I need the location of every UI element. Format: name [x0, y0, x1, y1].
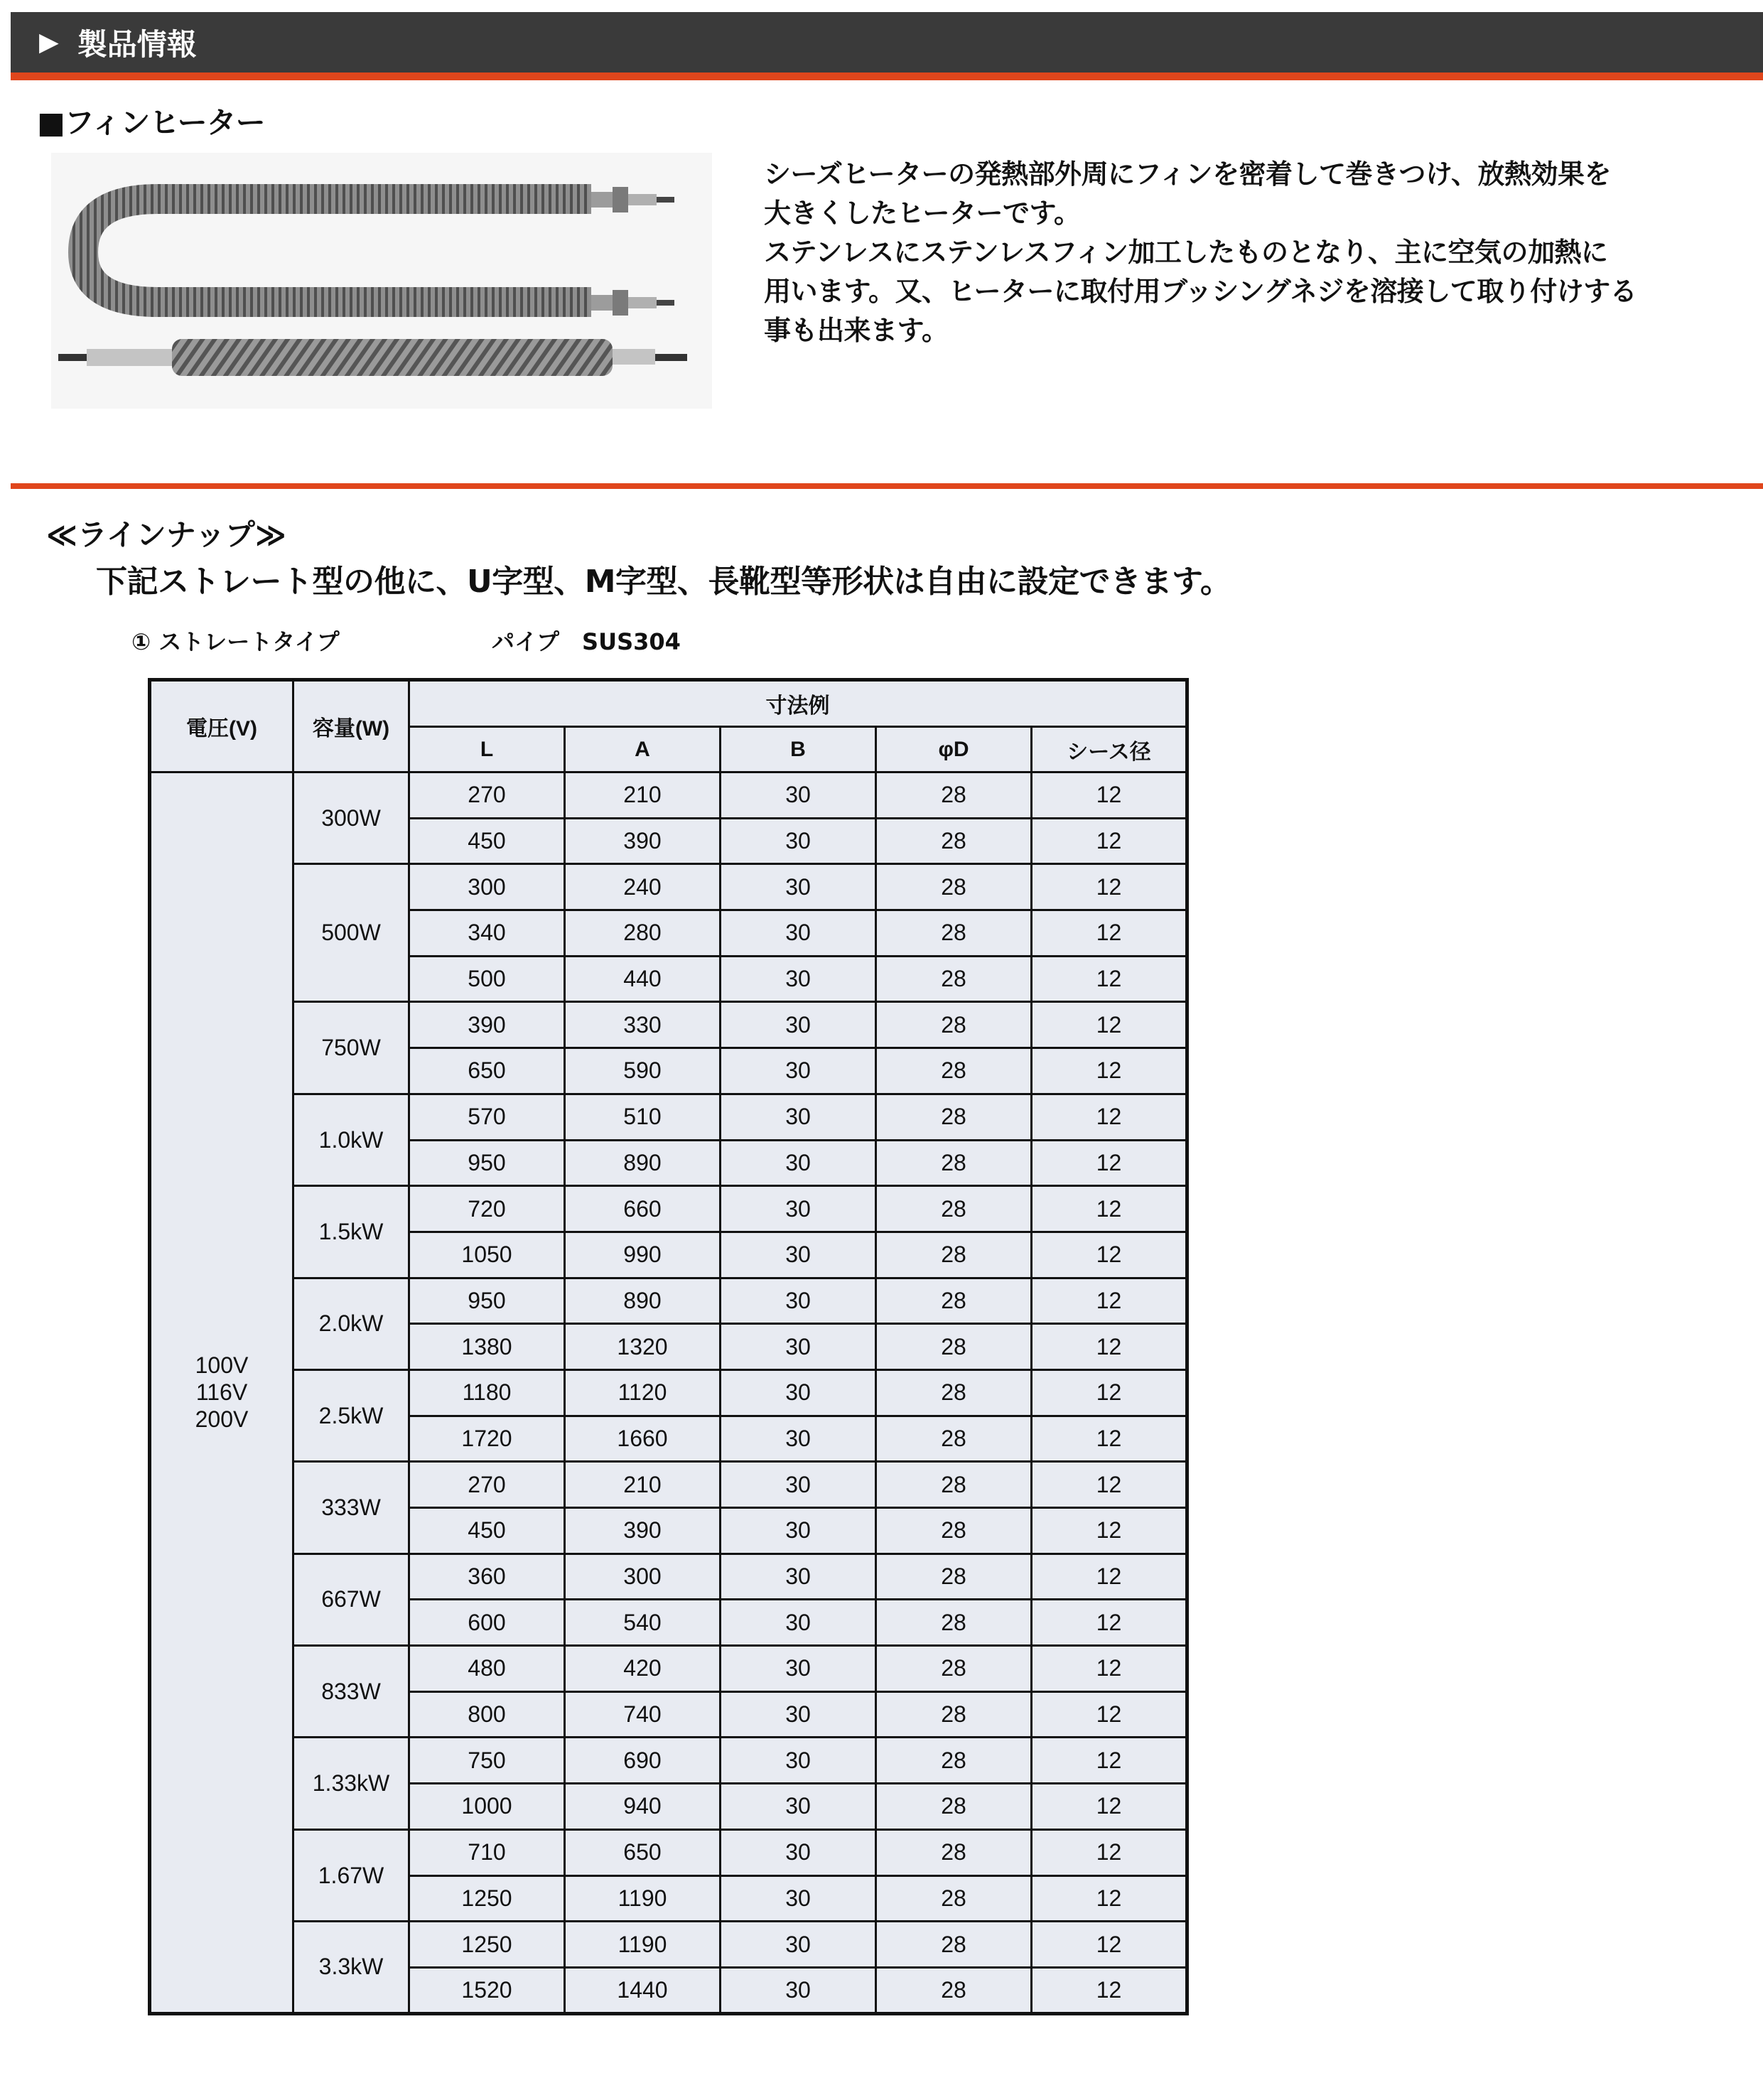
- section-divider: [11, 483, 1763, 489]
- cell-a: 540: [565, 1600, 721, 1646]
- type-label: ① ストレートタイプ: [131, 628, 340, 655]
- cell-l: 950: [409, 1140, 565, 1186]
- cell-l: 800: [409, 1691, 565, 1738]
- capacity-cell: 333W: [293, 1462, 409, 1554]
- cell-l: 1250: [409, 1922, 565, 1968]
- table-row: [150, 1002, 1187, 1048]
- cell-b: 30: [721, 1416, 876, 1462]
- cell-l: 750: [409, 1738, 565, 1784]
- cell-b: 30: [721, 956, 876, 1002]
- cell-b: 30: [721, 910, 876, 957]
- cell-l: 300: [409, 864, 565, 910]
- cell-l: 710: [409, 1829, 565, 1875]
- cell-sheath: 12: [1032, 956, 1187, 1002]
- cell-phi-d: 28: [876, 1738, 1032, 1784]
- cell-a: 1190: [565, 1875, 721, 1922]
- table-row: [150, 1922, 1187, 1968]
- cell-sheath: 12: [1032, 1691, 1187, 1738]
- cell-l: 270: [409, 1462, 565, 1508]
- cell-sheath: 12: [1032, 1554, 1187, 1600]
- cell-a: 890: [565, 1140, 721, 1186]
- capacity-cell: 1.0kW: [293, 1094, 409, 1185]
- cell-phi-d: 28: [876, 910, 1032, 957]
- description-line: ステンレスにステンレスフィン加工したものとなり、主に空気の加熱に: [764, 237, 1608, 268]
- cell-a: 300: [565, 1554, 721, 1600]
- cell-phi-d: 28: [876, 818, 1032, 864]
- cell-sheath: 12: [1032, 1922, 1187, 1968]
- cell-sheath: 12: [1032, 772, 1187, 819]
- cell-l: 1250: [409, 1875, 565, 1922]
- cell-a: 1190: [565, 1922, 721, 1968]
- col-header-l: L: [409, 727, 565, 772]
- cell-phi-d: 28: [876, 1140, 1032, 1186]
- cell-l: 600: [409, 1600, 565, 1646]
- cell-b: 30: [721, 818, 876, 864]
- cell-b: 30: [721, 1829, 876, 1875]
- cell-phi-d: 28: [876, 1462, 1032, 1508]
- voltage-cell: [150, 772, 293, 2014]
- table-row: [150, 1186, 1187, 1232]
- cell-phi-d: 28: [876, 1784, 1032, 1830]
- cell-phi-d: 28: [876, 1922, 1032, 1968]
- cell-a: 740: [565, 1691, 721, 1738]
- cell-sheath: 12: [1032, 1646, 1187, 1692]
- page-header: [11, 12, 1763, 72]
- cell-phi-d: 28: [876, 1094, 1032, 1140]
- cell-sheath: 12: [1032, 1508, 1187, 1554]
- cell-l: 950: [409, 1278, 565, 1324]
- table-row: [150, 1646, 1187, 1692]
- table-row: [150, 1369, 1187, 1416]
- page-title: 製品情報: [77, 26, 197, 62]
- cell-sheath: 12: [1032, 1094, 1187, 1140]
- voltage-value: 200V: [195, 1406, 249, 1433]
- cell-l: 480: [409, 1646, 565, 1692]
- description-line: シーズヒーターの発熱部外周にフィンを密着して巻きつけ、放熱効果を: [764, 158, 1612, 190]
- fin-heater-photo: [51, 153, 712, 409]
- capacity-cell: 3.3kW: [293, 1922, 409, 2013]
- cell-phi-d: 28: [876, 956, 1032, 1002]
- cell-phi-d: 28: [876, 1646, 1032, 1692]
- cell-a: 210: [565, 772, 721, 819]
- capacity-cell: 833W: [293, 1646, 409, 1738]
- cell-l: 360: [409, 1554, 565, 1600]
- cell-phi-d: 28: [876, 1048, 1032, 1094]
- capacity-cell: 750W: [293, 1002, 409, 1094]
- cell-phi-d: 28: [876, 1002, 1032, 1048]
- cell-phi-d: 28: [876, 772, 1032, 819]
- cell-sheath: 12: [1032, 864, 1187, 910]
- cell-sheath: 12: [1032, 1829, 1187, 1875]
- capacity-cell: 500W: [293, 864, 409, 1002]
- cell-a: 390: [565, 1508, 721, 1554]
- table-row: [150, 1554, 1187, 1600]
- cell-a: 990: [565, 1232, 721, 1278]
- cell-b: 30: [721, 1462, 876, 1508]
- cell-l: 1380: [409, 1324, 565, 1370]
- cell-b: 30: [721, 1784, 876, 1830]
- cell-b: 30: [721, 1600, 876, 1646]
- cell-l: 450: [409, 1508, 565, 1554]
- cell-b: 30: [721, 1508, 876, 1554]
- capacity-cell: 1.5kW: [293, 1186, 409, 1278]
- cell-phi-d: 28: [876, 1600, 1032, 1646]
- table-row: [150, 1462, 1187, 1508]
- cell-phi-d: 28: [876, 1186, 1032, 1232]
- product-description: [764, 155, 1745, 350]
- description-line: 事も出来ます。: [764, 315, 949, 346]
- cell-a: 650: [565, 1829, 721, 1875]
- cell-phi-d: 28: [876, 1416, 1032, 1462]
- table-row: [150, 1278, 1187, 1324]
- cell-b: 30: [721, 1646, 876, 1692]
- cell-sheath: 12: [1032, 1875, 1187, 1922]
- cell-a: 660: [565, 1186, 721, 1232]
- cell-a: 1320: [565, 1324, 721, 1370]
- cell-sheath: 12: [1032, 1232, 1187, 1278]
- cell-sheath: 12: [1032, 1278, 1187, 1324]
- cell-sheath: 12: [1032, 910, 1187, 957]
- cell-phi-d: 28: [876, 1691, 1032, 1738]
- cell-b: 30: [721, 772, 876, 819]
- lineup-subtitle: 下記ストレート型の他に、U字型、M字型、長靴型等形状は自由に設定できます。: [96, 564, 1231, 600]
- col-header-a: A: [565, 727, 721, 772]
- cell-l: 720: [409, 1186, 565, 1232]
- cell-b: 30: [721, 1002, 876, 1048]
- cell-b: 30: [721, 1094, 876, 1140]
- cell-sheath: 12: [1032, 1369, 1187, 1416]
- cell-b: 30: [721, 1048, 876, 1094]
- cell-a: 590: [565, 1048, 721, 1094]
- description-line: 大きくしたヒーターです。: [764, 198, 1081, 229]
- cell-b: 30: [721, 1922, 876, 1968]
- cell-phi-d: 28: [876, 864, 1032, 910]
- lineup-title: ≪ラインナップ≫: [46, 517, 286, 552]
- cell-a: 510: [565, 1094, 721, 1140]
- cell-a: 1120: [565, 1369, 721, 1416]
- cell-sheath: 12: [1032, 1462, 1187, 1508]
- capacity-cell: 2.0kW: [293, 1278, 409, 1369]
- capacity-cell: 1.67W: [293, 1829, 409, 1921]
- cell-sheath: 12: [1032, 1416, 1187, 1462]
- cell-sheath: 12: [1032, 1324, 1187, 1370]
- col-header-sheath: シース径: [1032, 727, 1187, 772]
- table-row: [150, 772, 1187, 819]
- section-title: ■フィンヒーター: [37, 105, 265, 140]
- cell-b: 30: [721, 1140, 876, 1186]
- cell-l: 1050: [409, 1232, 565, 1278]
- capacity-cell: 667W: [293, 1554, 409, 1645]
- table-row: [150, 1829, 1187, 1875]
- cell-l: 1000: [409, 1784, 565, 1830]
- cell-a: 210: [565, 1462, 721, 1508]
- cell-b: 30: [721, 1186, 876, 1232]
- cell-sheath: 12: [1032, 1784, 1187, 1830]
- cell-l: 1180: [409, 1369, 565, 1416]
- cell-phi-d: 28: [876, 1554, 1032, 1600]
- cell-sheath: 12: [1032, 1186, 1187, 1232]
- cell-l: 1520: [409, 1967, 565, 2013]
- cell-l: 450: [409, 818, 565, 864]
- cell-sheath: 12: [1032, 1140, 1187, 1186]
- voltage-value: 116V: [195, 1379, 248, 1406]
- cell-phi-d: 28: [876, 1875, 1032, 1922]
- cell-phi-d: 28: [876, 1508, 1032, 1554]
- cell-l: 500: [409, 956, 565, 1002]
- cell-b: 30: [721, 1278, 876, 1324]
- pipe-label: パイプ SUS304: [492, 628, 681, 655]
- cell-b: 30: [721, 1324, 876, 1370]
- cell-phi-d: 28: [876, 1967, 1032, 2013]
- cell-phi-d: 28: [876, 1324, 1032, 1370]
- cell-a: 420: [565, 1646, 721, 1692]
- cell-a: 440: [565, 956, 721, 1002]
- voltage-header: 電圧(V): [150, 680, 293, 772]
- cell-sheath: 12: [1032, 1738, 1187, 1784]
- cell-a: 1660: [565, 1416, 721, 1462]
- table-row: [150, 1738, 1187, 1784]
- cell-b: 30: [721, 864, 876, 910]
- capacity-cell: 1.33kW: [293, 1738, 409, 1829]
- col-header-b: B: [721, 727, 876, 772]
- cell-l: 650: [409, 1048, 565, 1094]
- cell-sheath: 12: [1032, 1002, 1187, 1048]
- spec-table-body: [150, 772, 1187, 2014]
- cell-phi-d: 28: [876, 1278, 1032, 1324]
- cell-a: 390: [565, 818, 721, 864]
- cell-a: 330: [565, 1002, 721, 1048]
- cell-sheath: 12: [1032, 1048, 1187, 1094]
- cell-a: 280: [565, 910, 721, 957]
- description-line: 用います。又、ヒーターに取付用ブッシングネジを溶接して取り付けする: [764, 276, 1637, 307]
- cell-b: 30: [721, 1369, 876, 1416]
- cell-a: 690: [565, 1738, 721, 1784]
- cell-b: 30: [721, 1691, 876, 1738]
- cell-sheath: 12: [1032, 1600, 1187, 1646]
- cell-l: 1720: [409, 1416, 565, 1462]
- header-divider: [11, 72, 1763, 80]
- col-header-phi-d: φD: [876, 727, 1032, 772]
- cell-b: 30: [721, 1738, 876, 1784]
- cell-b: 30: [721, 1232, 876, 1278]
- table-row: [150, 1094, 1187, 1140]
- cell-b: 30: [721, 1967, 876, 2013]
- capacity-cell: 2.5kW: [293, 1369, 409, 1461]
- cell-phi-d: 28: [876, 1232, 1032, 1278]
- cell-a: 1440: [565, 1967, 721, 2013]
- cell-a: 890: [565, 1278, 721, 1324]
- cell-b: 30: [721, 1554, 876, 1600]
- table-row: [150, 864, 1187, 910]
- cell-phi-d: 28: [876, 1829, 1032, 1875]
- capacity-cell: 300W: [293, 772, 409, 864]
- cell-l: 340: [409, 910, 565, 957]
- cell-l: 270: [409, 772, 565, 819]
- cell-sheath: 12: [1032, 1967, 1187, 2013]
- cell-a: 240: [565, 864, 721, 910]
- cell-sheath: 12: [1032, 818, 1187, 864]
- voltage-value: 100V: [195, 1352, 249, 1379]
- cell-l: 390: [409, 1002, 565, 1048]
- cell-l: 570: [409, 1094, 565, 1140]
- play-triangle-icon: ▶: [39, 28, 59, 57]
- cell-b: 30: [721, 1875, 876, 1922]
- spec-table: [148, 678, 1189, 2015]
- capacity-header: 容量(W): [293, 680, 409, 772]
- cell-a: 940: [565, 1784, 721, 1830]
- dimensions-header: 寸法例: [409, 680, 1187, 727]
- cell-phi-d: 28: [876, 1369, 1032, 1416]
